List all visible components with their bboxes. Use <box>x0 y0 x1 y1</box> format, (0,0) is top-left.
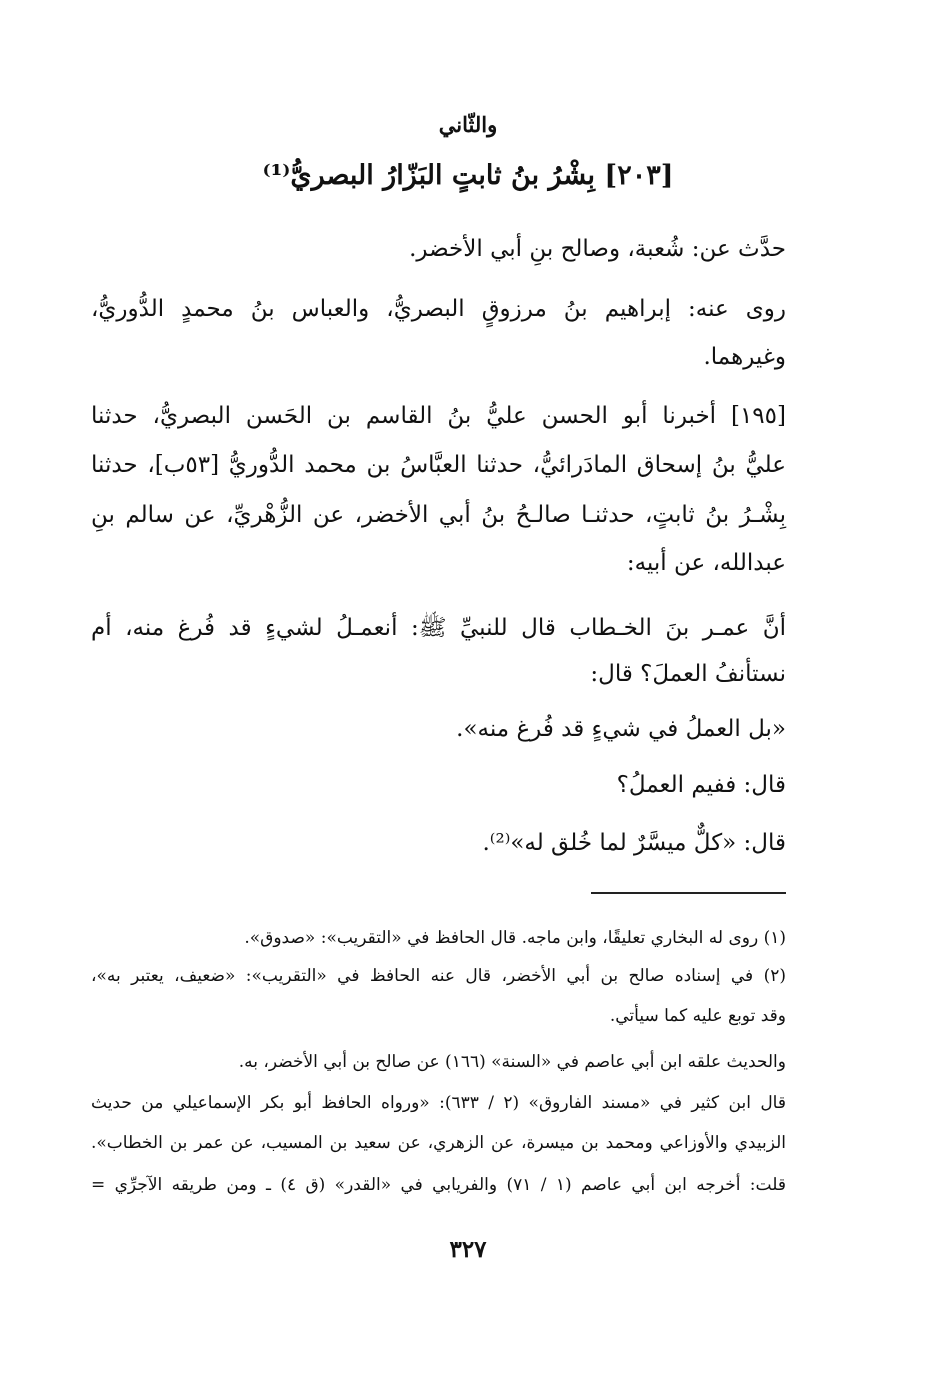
reply-line-1: «بل العملُ في شيءٍ قد فُرغ منه». <box>456 716 786 742</box>
footnote-2-line-1: (٢) في إسناده صالح بن أبي الأخضر، قال عنه الحافظ في «التقريب»: «ضعيف، يعتبر به»، <box>91 966 786 986</box>
hadith-line-3: بِشْـرُ بنُ ثابتٍ، حدثنـا صالـحُ بنُ أبي الأخضر، عن الزُّهْريِّ، عن سالم بنِ <box>91 502 786 528</box>
entry-heading: [٢٠٣] بِشْرُ بنُ ثابتٍ البَزّارُ البصريُّ⁽¹⁾ <box>262 160 674 191</box>
footnote-2-line-2: وقد توبع عليه كما سيأتي. <box>609 1006 786 1026</box>
reply-line-3: قال: «كلٌّ ميسَّرٌ لما خُلق له»⁽²⁾. <box>482 830 786 856</box>
hadith-line-2: عليُّ بنُ إسحاق المادَرائيُّ، حدثنا العبَّاسُ بن محمد الدُّوريُّ [٥٣ب]، حدثنا <box>91 452 787 478</box>
page-number: ٣٢٧ <box>449 1236 487 1263</box>
matn-line-1: أنَّ عمـر بنَ الخـطاب قال للنبيِّ ﷺ: أنعمـلُ لشيءٍ قد فُرغ منه، أم <box>91 615 786 641</box>
section-subtitle: والثّاني <box>438 112 498 137</box>
hadith-line-4: عبدالله، عن أبيه: <box>626 550 786 576</box>
footnote-3: والحديث علقه ابن أبي عاصم في «السنة» (١٦٦) عن صالح بن أبي الأخضر، به. <box>238 1052 786 1072</box>
footnote-4-line-1: قال ابن كثير في «مسند الفاروق» (٢ / ٦٣٣): «ورواه الحافظ أبو بكر الإسماعيلي من حديث <box>91 1093 786 1113</box>
hadith-line-1: [١٩٥] أخبرنا أبو الحسن عليُّ بنُ القاسم بن الحَسن البصريُّ، حدثنا <box>91 403 786 429</box>
matn-line-2: نستأنفُ العملَ؟ قال: <box>590 661 786 687</box>
reply-line-2: قال: ففيم العملُ؟ <box>616 772 786 798</box>
narrated-by-line-2: وغيرهما. <box>703 344 786 370</box>
narrated-from-line: حدَّث عن: شُعبة، وصالح بنِ أبي الأخضر. <box>409 236 786 262</box>
footnote-4-line-2: الزبيدي والأوزاعي ومحمد بن ميسرة، عن الزهري، عن سعيد بن المسيب، عن عمر بن الخطاب». <box>91 1133 786 1153</box>
footnote-divider <box>591 892 786 894</box>
footnote-5: قلت: أخرجه ابن أبي عاصم (١ / ٧١) والفريابي في «القدر» (ق ٤) ـ ومن طريقه الآجرِّي = <box>91 1175 786 1195</box>
narrated-by-line-1: روى عنه: إبراهيم بنُ مرزوقٍ البصريُّ، والعباس بنُ محمدٍ الدُّوريُّ، <box>91 296 786 322</box>
footnote-1: (١) روى له البخاري تعليقًا، وابن ماجه. قال الحافظ في «التقريب»: «صدوق». <box>244 928 786 948</box>
